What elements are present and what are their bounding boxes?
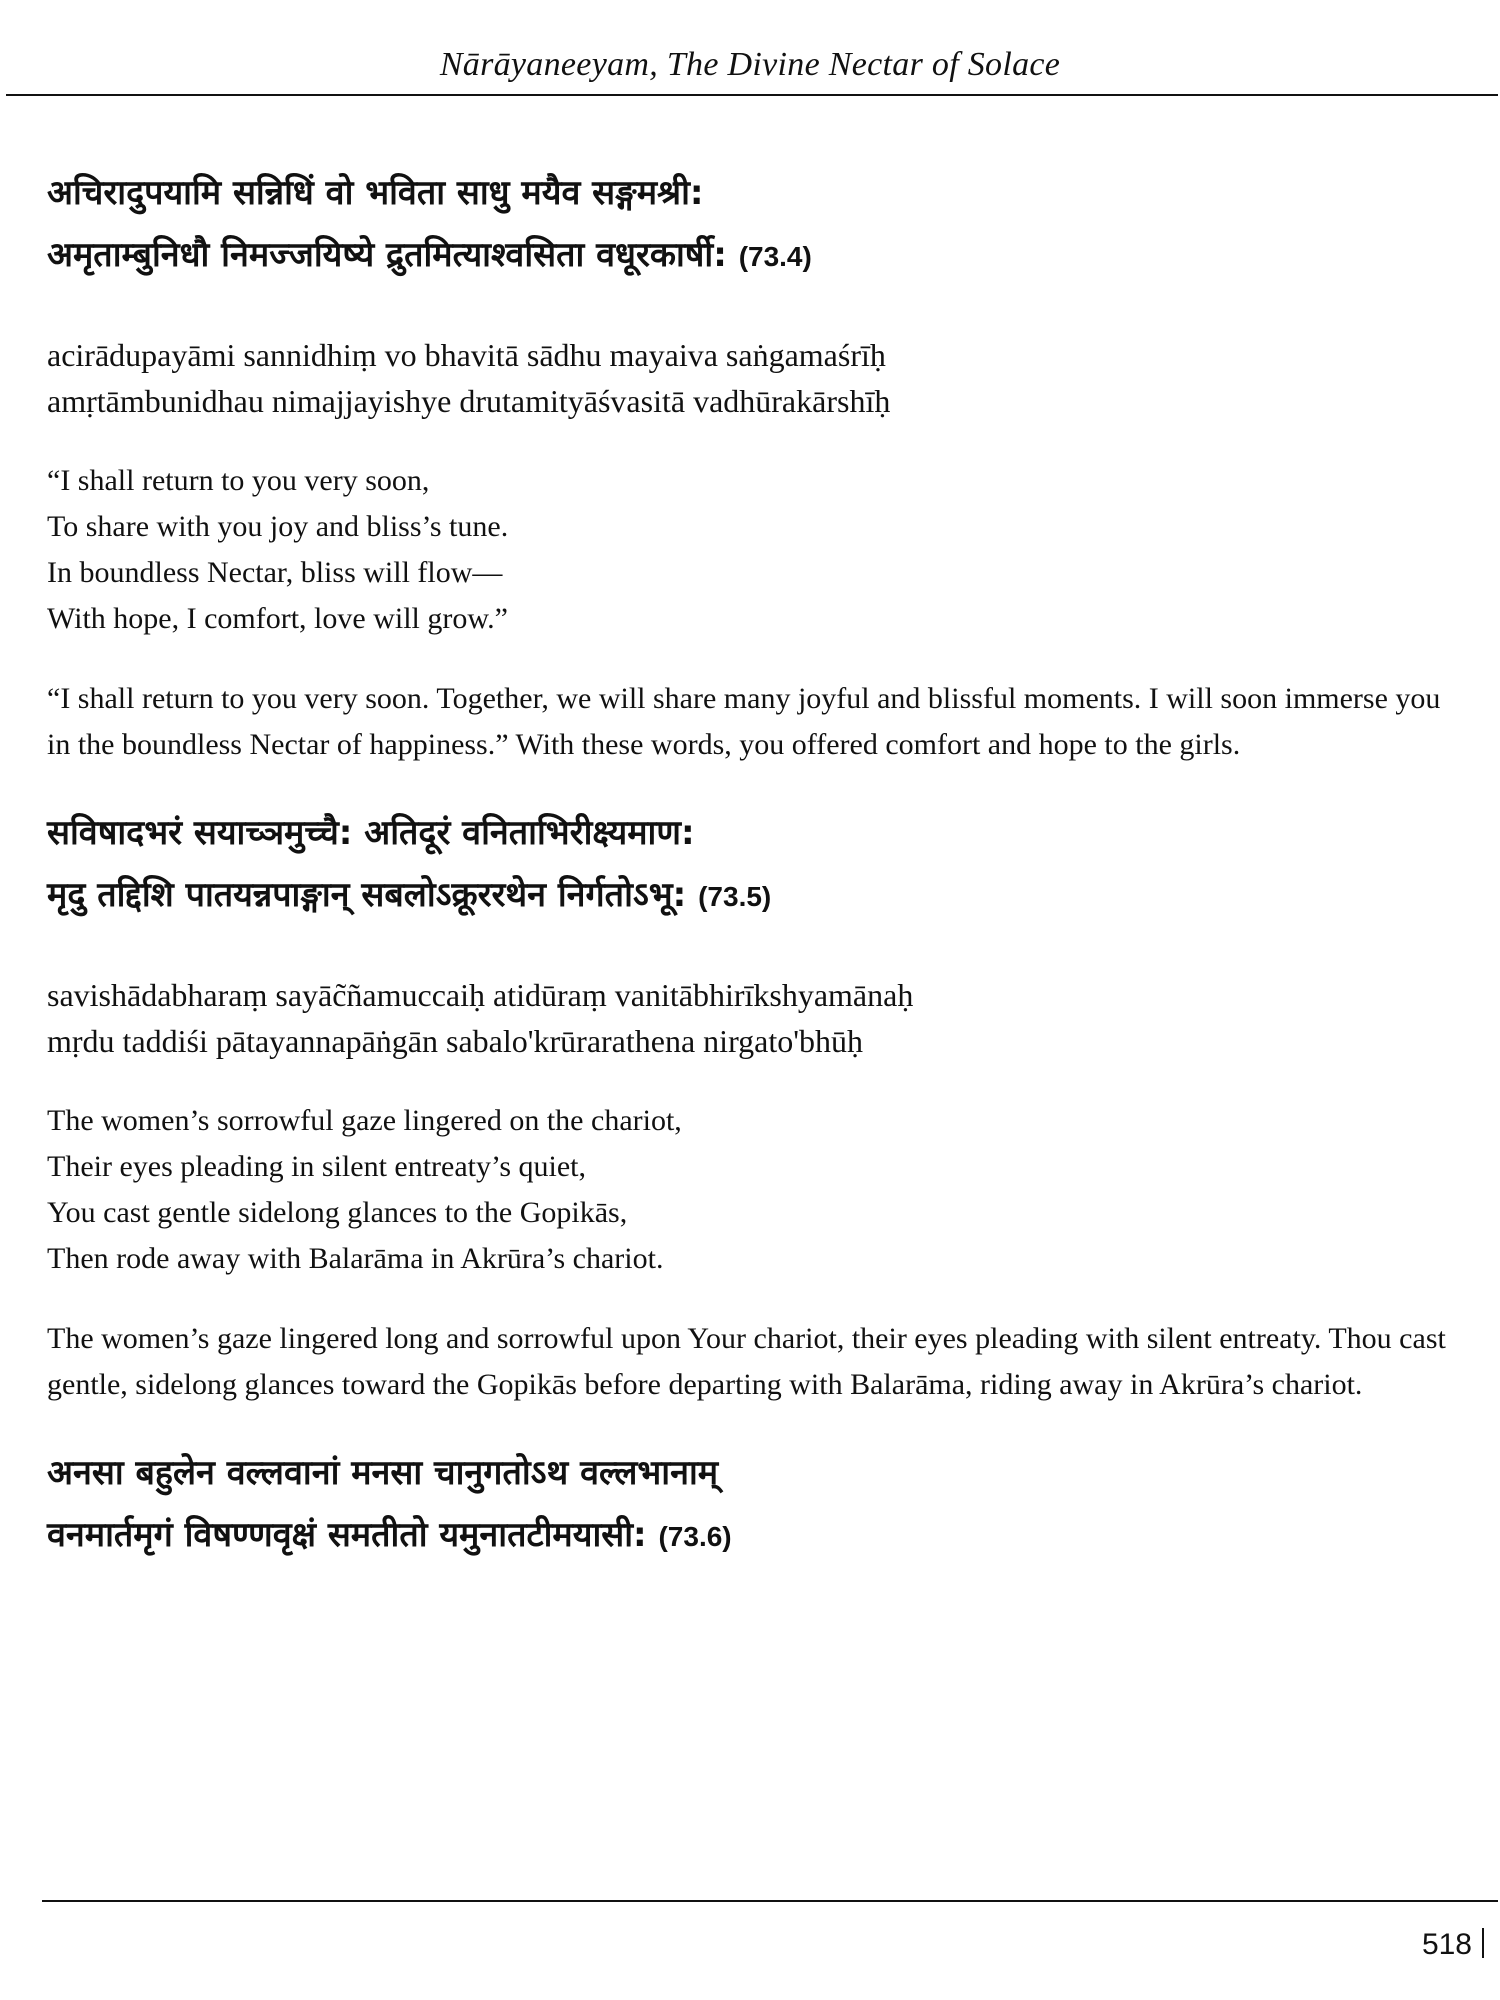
poem-line: Then rode away with Balarāma in Akrūra’s chariot. bbox=[47, 1242, 664, 1275]
poem-line: You cast gentle sidelong glances to the Gopikās, bbox=[47, 1196, 628, 1229]
verse-number: (73.4) bbox=[738, 241, 812, 272]
sanskrit-line: मृदु तद्दिशि पातयन्नपाङ्गान् सबलोऽक्रूररथेन निर्गतोऽभू: (73.5) bbox=[47, 875, 772, 915]
transliteration-73-5 bbox=[47, 972, 1487, 1064]
page-number-bar bbox=[1482, 1928, 1484, 1958]
poem-line: “I shall return to you very soon, bbox=[47, 464, 430, 497]
header-divider bbox=[6, 94, 1498, 96]
sanskrit-line: अचिरादुपयामि सन्निधिं वो भविता साधु मयैव सङ्गमश्री: bbox=[47, 173, 704, 213]
prose-translation-73-5: The women’s gaze lingered long and sorrowful upon Your chariot, their eyes pleading with silent entreaty. Thou cast gentle, sidelong glances toward the Gopikās before departing with Balarāma, riding away in Akrūra’s chariot. bbox=[47, 1322, 1446, 1401]
verse-number: (73.5) bbox=[698, 881, 772, 912]
transliteration-line: savishādabharaṃ sayāc̃ñamuccaiḥ atidūraṃ vanitābhirīkshyamānaḥ bbox=[47, 977, 914, 1013]
sanskrit-verse-73-6 bbox=[47, 1442, 1487, 1568]
verse-number: (73.6) bbox=[658, 1521, 732, 1552]
sanskrit-verse-73-5 bbox=[47, 802, 1487, 928]
running-header-title: Nārāyaneeyam, The Divine Nectar of Solace bbox=[439, 46, 1061, 83]
poem-line: The women’s sorrowful gaze lingered on the chariot, bbox=[47, 1104, 682, 1137]
sanskrit-line: सविषादभरं सयाच्ञमुच्चै: अतिदूरं वनिताभिरीक्ष्यमाण: bbox=[47, 813, 695, 853]
footer-divider bbox=[42, 1900, 1498, 1902]
poem-73-4 bbox=[47, 458, 1487, 642]
poem-line: With hope, I comfort, love will grow.” bbox=[47, 602, 508, 635]
sanskrit-verse-73-4 bbox=[47, 162, 1487, 288]
poem-line: In boundless Nectar, bliss will flow— bbox=[47, 556, 503, 589]
sanskrit-line: अमृताम्बुनिधौ निमज्जयिष्ये द्रुतमित्याश्वसिता वधूरकार्षी: (73.4) bbox=[47, 235, 812, 275]
poem-line: To share with you joy and bliss’s tune. bbox=[47, 510, 509, 543]
transliteration-73-4 bbox=[47, 332, 1487, 424]
poem-line: Their eyes pleading in silent entreaty’s quiet, bbox=[47, 1150, 587, 1183]
transliteration-line: acirādupayāmi sannidhiṃ vo bhavitā sādhu mayaiva saṅgamaśrīḥ bbox=[47, 337, 886, 373]
page-content bbox=[47, 162, 1487, 1568]
sanskrit-line: अनसा बहुलेन वल्लवानां मनसा चानुगतोऽथ वल्लभानाम् bbox=[47, 1453, 719, 1493]
transliteration-line: amṛtāmbunidhau nimajjayishye drutamityāśvasitā vadhūrakārshīḥ bbox=[47, 383, 891, 419]
page-number: 518 bbox=[1422, 1928, 1484, 1962]
prose-translation-73-4: “I shall return to you very soon. Together, we will share many joyful and blissful moments. I will soon immerse you in the boundless Nectar of happiness.” With these words, you offered comfort and hope to the girls. bbox=[47, 682, 1441, 761]
transliteration-line: mṛdu taddiśi pātayannapāṅgān sabalo'krūrarathena nirgato'bhūḥ bbox=[47, 1023, 863, 1059]
poem-73-5 bbox=[47, 1098, 1487, 1282]
sanskrit-line: वनमार्तमृगं विषण्णवृक्षं समतीतो यमुनातटीमयासी: (73.6) bbox=[47, 1515, 732, 1555]
